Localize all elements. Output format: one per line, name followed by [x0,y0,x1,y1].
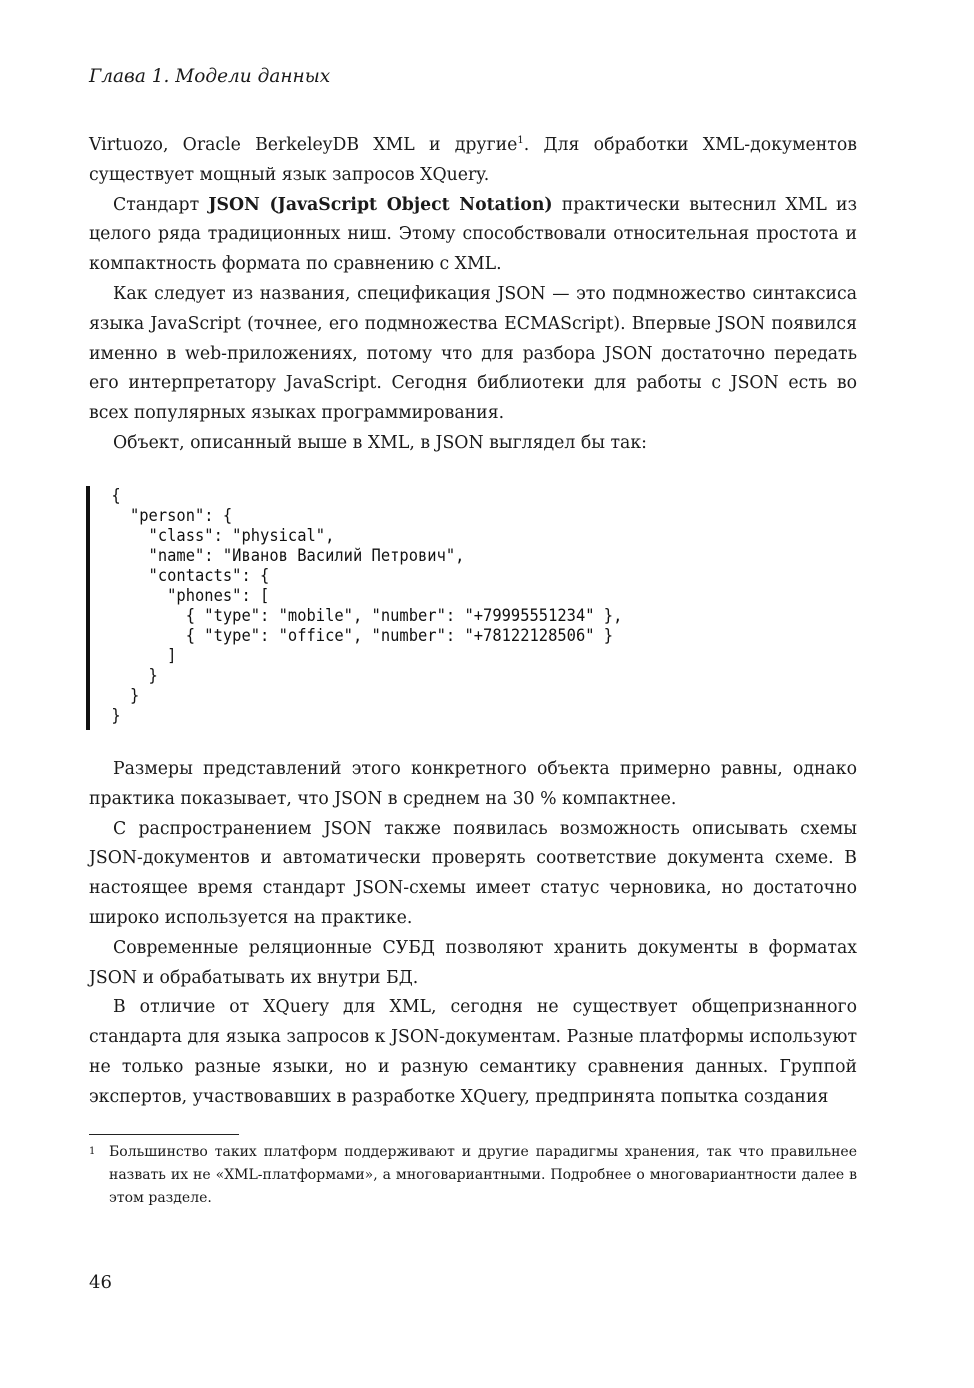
footnote-reference: 1 [517,135,524,146]
json-code-listing [86,486,780,730]
paragraph-7: Современные реляционные СУБД позволяют хранить документы в форматах JSON и обрабатывать их внутри БД. [89,937,857,988]
paragraph-1-text-cont: . Для обработки XML-документов существует мощный язык запросов XQuery. [89,135,857,185]
paragraph-1 [89,131,857,191]
paragraph-2-text: Стандарт [113,194,209,215]
paragraph-5: Размеры представлений этого конкретного объекта примерно равны, однако практика показывает, что JSON в среднем на 30 % компактнее. [89,759,857,809]
paragraph-6: С распространением JSON также появилась возможность описывать схемы JSON-документов и автоматически проверять соответствие документа схеме. В настоящее время стандарт JSON-схемы имеет статус черновика, но достаточно широко используется на практике. [89,818,857,928]
paragraph-1-text: Virtuozo, Oracle BerkeleyDB XML и другие [89,135,518,155]
footnote [89,1141,857,1210]
code-text: { "person": { "class": "physical", "name": "Иванов Василий Петрович", "contacts": { "phones": [ { "type": "mobile", "number": "+79995551234" }, { "type": "office", "number": "+78122128506" } ] } } } [111,486,623,725]
footnote-divider [89,1134,239,1135]
paragraph-8: В отличие от XQuery для XML, сегодня не существует общепризнанного стандарта для языка запросов к JSON-документам. Разные платформы используют не только разные языки, но и разную семантику сравнения данных. Группой экспертов, участвовавших в разработке XQuery, предпринята попытка создания [89,997,857,1107]
running-head: Глава 1. Модели данных [89,66,331,87]
paragraph-4: Объект, описанный выше в XML, в JSON выглядел бы так: [113,432,647,453]
body-text-top [89,131,857,459]
footnote-marker: 1 [89,1146,96,1157]
json-term: JSON (JavaScript Object Notation) [208,194,553,215]
page-number: 46 [89,1272,112,1293]
paragraph-2-text-cont: практически вытеснил XML из целого ряда традиционных ниш. Этому способствовали относительная простота и компактность формата по сравнению с XML. [89,194,857,275]
paragraph-2 [89,191,857,280]
paragraph-3: Как следует из названия, спецификация JSON — это подмножество синтаксиса языка JavaScript (точнее, его подмножества ECMAScript). Впервые JSON появился именно в web-приложениях, потому что для разбора JSON достаточно передать его интерпретатору JavaScript. Сегодня библиотеки для работы с JSON есть во всех популярных языках программирования. [89,283,857,424]
body-text-bottom [89,755,857,1113]
footnote-text: Большинство таких платформ поддерживают и другие парадигмы хранения, так что правильнее назвать их не «XML-платформами», а многовариантными. Подробнее о многовариантности далее в этом разделе. [109,1144,857,1206]
